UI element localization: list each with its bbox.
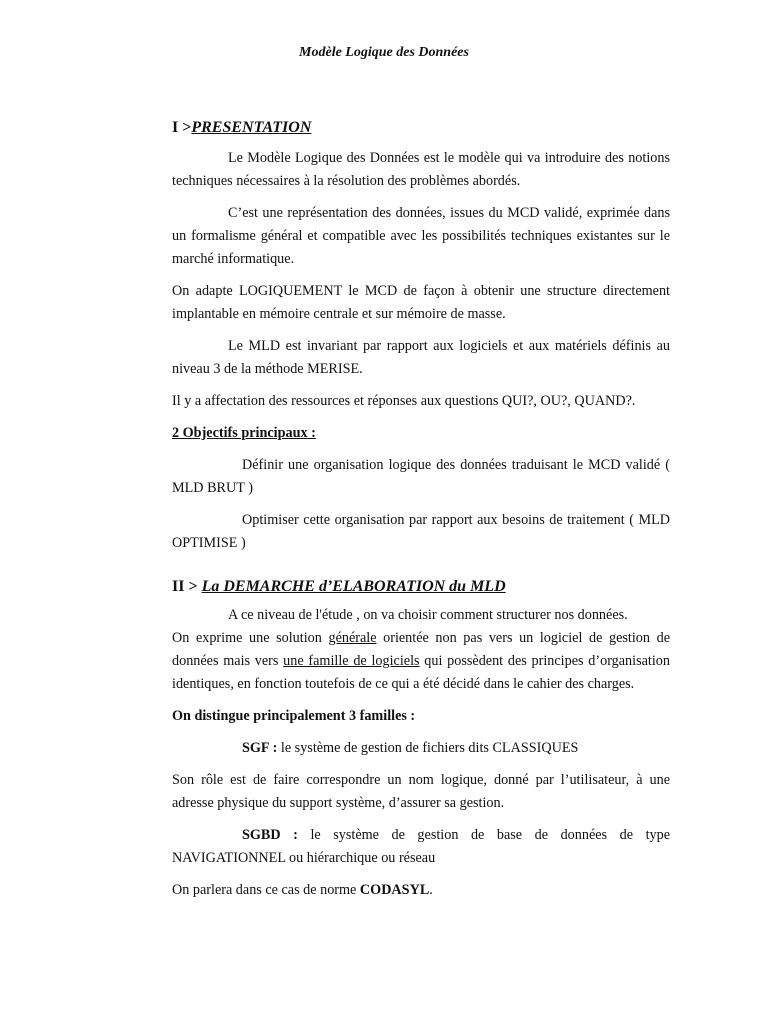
underlined-term: une famille de logiciels xyxy=(283,653,420,669)
section-1-heading xyxy=(172,117,670,139)
paragraph-solution xyxy=(172,627,670,696)
paragraph-affectation: Il y a affectation des ressources et réponses aux questions QUI?, OU?, QUAND?. xyxy=(172,393,636,409)
document-body xyxy=(172,117,670,911)
sgbd-line xyxy=(172,824,670,870)
section-2-title: La DEMARCHE d’ELABORATION du MLD xyxy=(201,578,506,595)
families-heading: On distingue principalement 3 familles : xyxy=(172,708,416,724)
sgf-description: Son rôle est de faire correspondre un nom logique, donné par l’utilisateur, à une adresse physique du support système, d’assurer sa gestion. xyxy=(172,772,670,811)
section-2-heading xyxy=(172,576,670,598)
text-run: orientée non pas vers un logiciel de gestion de données mais vers xyxy=(172,630,670,669)
underlined-term: générale xyxy=(328,630,377,646)
sgf-label: SGF : xyxy=(242,740,278,756)
text-run: On exprime une solution xyxy=(172,630,329,646)
sgbd-label: SGBD : xyxy=(242,827,298,843)
spacer xyxy=(172,564,670,576)
sgbd-text: le système de gestion de base de données de type NAVIGATIONNEL ou hiérarchique ou réseau xyxy=(172,827,670,866)
objective-item: Optimiser cette organisation par rapport aux besoins de traitement ( MLD OPTIMISE ) xyxy=(172,512,670,551)
sgf-text: le système de gestion de fichiers dits CLASSIQUES xyxy=(277,740,579,756)
page-header-title: Modèle Logique des Données xyxy=(299,45,469,60)
paragraph-intro: Le Modèle Logique des Données est le modèle qui va introduire des notions techniques nécessaires à la résolution des problèmes abordés. xyxy=(172,150,670,189)
codasyl-term: CODASYL xyxy=(359,882,430,898)
section-1-prefix: I > xyxy=(172,119,192,136)
sgf-line xyxy=(172,737,670,760)
objectives-heading: 2 Objectifs principaux : xyxy=(172,425,316,441)
text-run: qui possèdent des principes d’organisation identiques, en fonction toutefois de ce qui a été décidé dans le cahier des charges. xyxy=(172,653,670,692)
text-run: . xyxy=(429,882,433,898)
section-2-prefix: II > xyxy=(172,578,198,595)
norm-line xyxy=(172,879,670,902)
objective-item: Définir une organisation logique des données traduisant le MCD validé ( MLD BRUT ) xyxy=(172,457,670,496)
text-run: On parlera dans ce cas de norme xyxy=(172,882,360,898)
paragraph-adapte: On adapte LOGIQUEMENT le MCD de façon à obtenir une structure directement implantable en mémoire centrale et sur mémoire de masse. xyxy=(172,283,670,322)
paragraph-representation: C’est une représentation des données, issues du MCD validé, exprimée dans un formalisme général et compatible avec les possibilités techniques existantes sur le marché informatique. xyxy=(172,205,670,267)
paragraph-niveau: A ce niveau de l'étude , on va choisir comment structurer nos données. xyxy=(228,607,628,623)
section-1-title: PRESENTATION xyxy=(191,119,312,136)
paragraph-invariant: Le MLD est invariant par rapport aux logiciels et aux matériels définis au niveau 3 de la méthode MERISE. xyxy=(172,338,670,377)
